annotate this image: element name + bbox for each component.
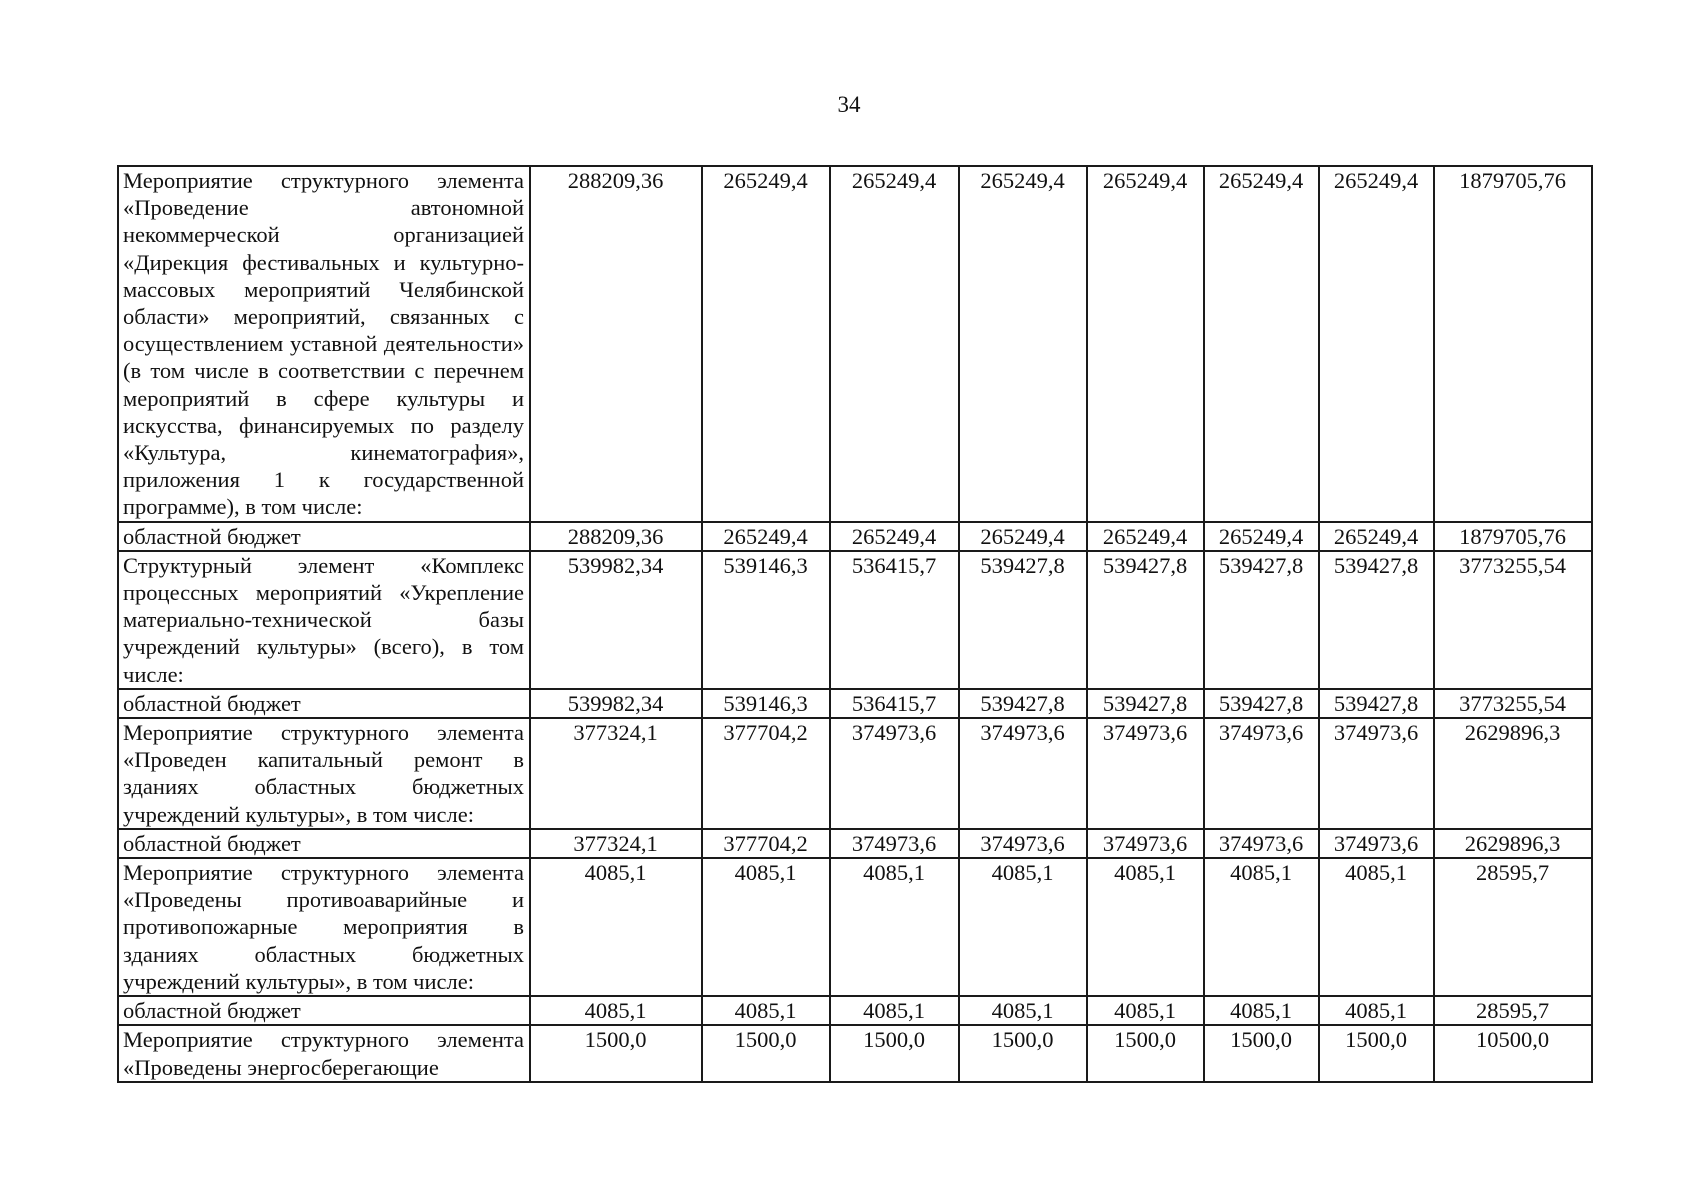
year-value-cell: 539427,8 [959, 689, 1087, 718]
table-row [118, 996, 1592, 1025]
year-value-cell: 374973,6 [1319, 829, 1434, 858]
year-value-cell: 539427,8 [1319, 689, 1434, 718]
year-value-cell: 4085,1 [1204, 996, 1319, 1025]
year-value-cell: 539427,8 [1087, 689, 1204, 718]
year-value-cell: 377324,1 [530, 718, 702, 829]
year-value-cell: 374973,6 [1087, 829, 1204, 858]
total-value-cell: 28595,7 [1434, 996, 1592, 1025]
total-value-cell: 3773255,54 [1434, 689, 1592, 718]
year-value-cell: 4085,1 [959, 996, 1087, 1025]
year-value-cell: 265249,4 [830, 166, 959, 522]
year-value-cell: 539982,34 [530, 551, 702, 689]
year-value-cell: 265249,4 [1204, 522, 1319, 551]
year-value-cell: 265249,4 [702, 166, 830, 522]
page-number: 34 [837, 92, 861, 117]
year-value-cell: 1500,0 [959, 1025, 1087, 1081]
year-value-cell: 374973,6 [1319, 718, 1434, 829]
year-value-cell: 374973,6 [830, 718, 959, 829]
year-value-cell: 265249,4 [959, 522, 1087, 551]
year-value-cell: 539427,8 [959, 551, 1087, 689]
year-value-cell: 374973,6 [959, 718, 1087, 829]
table-row [118, 522, 1592, 551]
year-value-cell: 4085,1 [1087, 858, 1204, 996]
year-value-cell: 539427,8 [1087, 551, 1204, 689]
year-value-cell: 4085,1 [530, 996, 702, 1025]
year-value-cell: 4085,1 [1319, 858, 1434, 996]
row-name-cell: Мероприятие структурного элемента «Проведение автономной некоммерческой организацией «Дирекция фестивальных и культурно-массовых мероприятий Челябинской области» мероприятий, связанных с осуществлением уставной деятельности» (в том числе в соответствии с перечнем мероприятий в сфере культуры и искусства, финансируемых по разделу «Культура, кинематография», приложения 1 к государственной программе), в том числе: [118, 166, 530, 522]
table-body [118, 166, 1592, 1082]
row-name-cell: Мероприятие структурного элемента «Проведены энергосберегающие [118, 1025, 530, 1081]
year-value-cell: 536415,7 [830, 689, 959, 718]
year-value-cell: 4085,1 [702, 858, 830, 996]
year-value-cell: 4085,1 [830, 858, 959, 996]
row-name-cell: областной бюджет [118, 689, 530, 718]
year-value-cell: 374973,6 [959, 829, 1087, 858]
year-value-cell: 374973,6 [830, 829, 959, 858]
year-value-cell: 374973,6 [1204, 829, 1319, 858]
year-value-cell: 4085,1 [702, 996, 830, 1025]
year-value-cell: 265249,4 [830, 522, 959, 551]
year-value-cell: 4085,1 [830, 996, 959, 1025]
year-value-cell: 4085,1 [1204, 858, 1319, 996]
row-name-cell: областной бюджет [118, 996, 530, 1025]
year-value-cell: 265249,4 [1087, 522, 1204, 551]
year-value-cell: 539427,8 [1204, 689, 1319, 718]
table-row [118, 829, 1592, 858]
year-value-cell: 265249,4 [702, 522, 830, 551]
year-value-cell: 539427,8 [1319, 551, 1434, 689]
year-value-cell: 265249,4 [1204, 166, 1319, 522]
total-value-cell: 1879705,76 [1434, 166, 1592, 522]
year-value-cell: 1500,0 [702, 1025, 830, 1081]
total-value-cell: 10500,0 [1434, 1025, 1592, 1081]
year-value-cell: 374973,6 [1087, 718, 1204, 829]
table-row [118, 718, 1592, 829]
total-value-cell: 28595,7 [1434, 858, 1592, 996]
budget-table [117, 165, 1593, 1083]
total-value-cell: 1879705,76 [1434, 522, 1592, 551]
table-row [118, 689, 1592, 718]
year-value-cell: 1500,0 [1087, 1025, 1204, 1081]
year-value-cell: 4085,1 [1087, 996, 1204, 1025]
year-value-cell: 288209,36 [530, 522, 702, 551]
year-value-cell: 377704,2 [702, 829, 830, 858]
row-name-cell: Структурный элемент «Комплекс процессных мероприятий «Укрепление материально-технической базы учреждений культуры» (всего), в том числе: [118, 551, 530, 689]
year-value-cell: 539146,3 [702, 551, 830, 689]
table-row [118, 858, 1592, 996]
year-value-cell: 265249,4 [1319, 522, 1434, 551]
year-value-cell: 1500,0 [1204, 1025, 1319, 1081]
year-value-cell: 1500,0 [530, 1025, 702, 1081]
year-value-cell: 539146,3 [702, 689, 830, 718]
year-value-cell: 377324,1 [530, 829, 702, 858]
row-name-cell: областной бюджет [118, 829, 530, 858]
year-value-cell: 1500,0 [830, 1025, 959, 1081]
table-row [118, 166, 1592, 522]
row-name-cell: Мероприятие структурного элемента «Проведен капитальный ремонт в зданиях областных бюджетных учреждений культуры», в том числе: [118, 718, 530, 829]
year-value-cell: 4085,1 [1319, 996, 1434, 1025]
year-value-cell: 374973,6 [1204, 718, 1319, 829]
row-name-cell: Мероприятие структурного элемента «Проведены противоаварийные и противопожарные мероприятия в зданиях областных бюджетных учреждений культуры», в том числе: [118, 858, 530, 996]
year-value-cell: 539427,8 [1204, 551, 1319, 689]
total-value-cell: 3773255,54 [1434, 551, 1592, 689]
year-value-cell: 265249,4 [959, 166, 1087, 522]
year-value-cell: 1500,0 [1319, 1025, 1434, 1081]
year-value-cell: 288209,36 [530, 166, 702, 522]
year-value-cell: 4085,1 [530, 858, 702, 996]
year-value-cell: 539982,34 [530, 689, 702, 718]
total-value-cell: 2629896,3 [1434, 718, 1592, 829]
total-value-cell: 2629896,3 [1434, 829, 1592, 858]
table-row [118, 1025, 1592, 1081]
year-value-cell: 536415,7 [830, 551, 959, 689]
row-name-cell: областной бюджет [118, 522, 530, 551]
year-value-cell: 4085,1 [959, 858, 1087, 996]
year-value-cell: 377704,2 [702, 718, 830, 829]
year-value-cell: 265249,4 [1319, 166, 1434, 522]
year-value-cell: 265249,4 [1087, 166, 1204, 522]
table-row [118, 551, 1592, 689]
